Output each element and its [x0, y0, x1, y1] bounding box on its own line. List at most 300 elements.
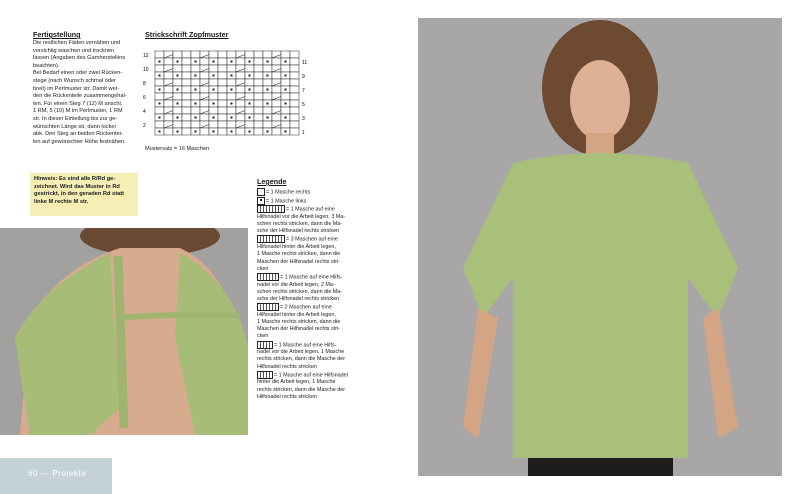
- hint-line: gestrickt, in den geraden Rd statt: [34, 191, 125, 198]
- chart-cell: [218, 121, 227, 128]
- chart-cell: [290, 128, 299, 135]
- chart-cell: [245, 121, 254, 128]
- purl-mark: [159, 117, 161, 119]
- legend-line: [257, 371, 367, 380]
- knitting-chart: [143, 49, 313, 139]
- row-number-left: 10: [143, 67, 149, 73]
- model-photo-illustration: [418, 18, 782, 476]
- purl-mark: [285, 117, 287, 119]
- purl-mark: [195, 89, 197, 91]
- chart-cell: [254, 100, 263, 107]
- purl-mark: [267, 103, 269, 105]
- back-photo: [0, 228, 248, 435]
- chart-cell: [218, 93, 227, 100]
- purl-mark: [249, 103, 251, 105]
- purl-mark: [177, 89, 179, 91]
- chart-cell: [191, 51, 200, 58]
- purl-mark: [159, 89, 161, 91]
- chart-cell: [263, 121, 272, 128]
- chart-cell: [254, 86, 263, 93]
- finishing-line: str. In dieser Einteilung bis zur ge-: [33, 115, 118, 122]
- purl-mark: [159, 103, 161, 105]
- chart-cell: [209, 65, 218, 72]
- chart-cell: [290, 86, 299, 93]
- legend-text: hinter die Arbeit legen, 1 Masche: [257, 379, 336, 386]
- legend-line: [257, 319, 367, 326]
- chart-cell: [164, 107, 173, 114]
- chart-cell: [200, 86, 209, 93]
- purl-mark: [285, 61, 287, 63]
- legend-text: Hilfsnadel rechts stricken: [257, 393, 317, 400]
- legend-line: [257, 349, 367, 356]
- legend-text: = 1 Masche links: [266, 198, 307, 205]
- legend-line: [257, 188, 367, 197]
- legend-line: [257, 259, 367, 266]
- chart-cell: [254, 121, 263, 128]
- purl-mark: [159, 131, 161, 133]
- legend-text: Hilfsnadel hinter die Arbeit legen,: [257, 244, 336, 251]
- chart-cell: [272, 128, 281, 135]
- purl-mark: [267, 117, 269, 119]
- chart-cell: [236, 93, 245, 100]
- chart-cell: [200, 65, 209, 72]
- chart-cell: [281, 65, 290, 72]
- chart-cell: [164, 93, 173, 100]
- legend-text: sche der Hilfsnadel rechts stricken: [257, 228, 340, 235]
- chart-cell: [236, 65, 245, 72]
- chart-cell: [263, 51, 272, 58]
- finishing-line: Die restlichen Fäden vernähen und: [33, 40, 121, 46]
- chart-cell: [155, 79, 164, 86]
- legend-line: [257, 197, 367, 206]
- chart-cell: [218, 114, 227, 121]
- hint-box: [30, 173, 138, 216]
- purl-mark: [285, 89, 287, 91]
- chart-cell: [209, 93, 218, 100]
- chart-cell: [281, 93, 290, 100]
- chart-cell: [164, 72, 173, 79]
- chart-cell: [290, 72, 299, 79]
- finishing-line: breit) im Perlmuster str. Damit wer-: [33, 85, 120, 92]
- chart-cell: [254, 72, 263, 79]
- chart-cell: [236, 58, 245, 65]
- legend-line: [257, 214, 367, 221]
- chart-cell: [182, 86, 191, 93]
- purl-mark: [213, 103, 215, 105]
- chart-cell: [218, 107, 227, 114]
- chart-cell: [227, 79, 236, 86]
- row-number-left: 2: [143, 123, 146, 129]
- hint-line: zeichnet. Wird das Muster in Rd: [34, 183, 120, 190]
- hint-line: Hinweis: Es sind alle R/Rd ge-: [34, 176, 116, 182]
- purl-mark: [285, 75, 287, 77]
- finishing-line: wünschten Länge str, dann locker: [33, 123, 117, 130]
- chart-cell: [245, 107, 254, 114]
- chart-cell: [182, 114, 191, 121]
- purl-mark: [267, 131, 269, 133]
- chart-cell: [182, 100, 191, 107]
- legend-symbol-icon: [257, 303, 279, 311]
- chart-cell: [290, 65, 299, 72]
- legend-text: schen rechts stricken, dann die Ma-: [257, 288, 343, 295]
- legend-line: [257, 221, 367, 228]
- chart-cell: [218, 65, 227, 72]
- chart-cell: [281, 79, 290, 86]
- chart-cell: [290, 79, 299, 86]
- chart-cell: [236, 100, 245, 107]
- chart-cell: [182, 58, 191, 65]
- chart-cell: [182, 79, 191, 86]
- page-footer: [0, 458, 112, 494]
- chart-cell: [209, 107, 218, 114]
- purl-mark: [231, 117, 233, 119]
- chart-cell: [263, 93, 272, 100]
- legend-text: Maschen der Hilfsnadel rechts stri-: [257, 258, 340, 265]
- chart-cell: [209, 51, 218, 58]
- chart-cell: [200, 79, 209, 86]
- legend-text: nadel vor die Arbeit legen, 2 Ma-: [257, 281, 335, 288]
- chart-cell: [254, 58, 263, 65]
- finishing-line: lassen (Angaben des Garnherstellers: [33, 55, 126, 62]
- chart-cell: [218, 51, 227, 58]
- chart-cell: [173, 121, 182, 128]
- legend-line: [257, 341, 367, 350]
- chart-cell: [173, 93, 182, 100]
- finishing-line: stege (nach Wunsch schmal oder: [33, 77, 116, 84]
- chart-cell: [236, 86, 245, 93]
- row-number-left: 8: [143, 81, 146, 87]
- legend-text: = 1 Masche auf eine Hilfsnadel: [274, 372, 348, 379]
- chart-cell: [191, 93, 200, 100]
- chart-heading: Strickschrift Zopfmuster: [145, 30, 229, 39]
- model-photo: [418, 18, 782, 476]
- legend-text: rechts stricken, dann die Masche der: [257, 386, 346, 393]
- row-number-right: 3: [302, 116, 305, 122]
- purl-mark: [177, 103, 179, 105]
- chart-cell: [290, 58, 299, 65]
- chart-cell: [164, 51, 173, 58]
- chart-cell: [263, 65, 272, 72]
- legend-line: [257, 303, 367, 312]
- chart-cell: [281, 107, 290, 114]
- purl-mark: [195, 117, 197, 119]
- chart-cell: [227, 51, 236, 58]
- purl-mark: [231, 131, 233, 133]
- legend-text: 1 Masche rechts stricken, dann die: [257, 251, 341, 258]
- chart-cell: [155, 93, 164, 100]
- chart-cell: [182, 51, 191, 58]
- chart-cell: [155, 65, 164, 72]
- hint-line: linke M rechte M str.: [34, 198, 89, 205]
- purl-mark: [177, 61, 179, 63]
- purl-mark: [285, 103, 287, 105]
- purl-mark: [213, 131, 215, 133]
- legend-line: [257, 251, 367, 258]
- chart-cell: [218, 128, 227, 135]
- finishing-line: ten. Für einen Steg 7 (12) M anschl.: [33, 100, 123, 107]
- page-label: 60 — Projekte: [28, 469, 87, 478]
- purl-mark: [159, 75, 161, 77]
- chart-cell: [182, 65, 191, 72]
- legend-text: sche der Hilfsnadel rechts stricken: [257, 295, 340, 302]
- chart-cell: [182, 107, 191, 114]
- purl-mark: [231, 61, 233, 63]
- chart-caption: Mustersatz = 16 Maschen: [145, 146, 210, 152]
- chart-cell: [191, 107, 200, 114]
- legend-line: [257, 379, 367, 386]
- legend-text: Hilfsnadel hinter die Arbeit legen,: [257, 311, 336, 318]
- chart-cell: [272, 114, 281, 121]
- chart-cell: [236, 121, 245, 128]
- legend-symbol-icon: [257, 341, 273, 349]
- legend-line: [257, 312, 367, 319]
- chart-cell: [191, 79, 200, 86]
- chart-cell: [254, 93, 263, 100]
- purl-mark: [231, 75, 233, 77]
- finishing-line: len auf gewünschter Höhe festnähen.: [33, 138, 126, 145]
- chart-cell: [272, 65, 281, 72]
- chart-cell: [173, 79, 182, 86]
- row-number-right: 11: [302, 60, 308, 66]
- purl-mark: [285, 131, 287, 133]
- chart-cell: [164, 114, 173, 121]
- chart-cell: [245, 65, 254, 72]
- chart-cell: [200, 114, 209, 121]
- chart-cell: [155, 121, 164, 128]
- chart-cell: [245, 79, 254, 86]
- chart-cell: [272, 51, 281, 58]
- chart-cell: [227, 107, 236, 114]
- chart-cell: [272, 79, 281, 86]
- row-number-right: 9: [302, 74, 305, 80]
- legend-heading: Legende: [257, 177, 287, 186]
- finishing-heading: Fertigstellung: [33, 30, 81, 39]
- chart-cell: [164, 79, 173, 86]
- row-number-left: 4: [143, 109, 146, 115]
- legend-line: [257, 205, 367, 214]
- chart-cell: [164, 121, 173, 128]
- purl-mark: [249, 75, 251, 77]
- chart-cell: [227, 65, 236, 72]
- purl-mark: [177, 75, 179, 77]
- row-number-left: 12: [143, 53, 149, 59]
- legend-text: = 1 Masche rechts: [266, 189, 311, 196]
- chart-cell: [155, 51, 164, 58]
- purl-mark: [231, 103, 233, 105]
- chart-cell: [236, 114, 245, 121]
- chart-cell: [272, 100, 281, 107]
- row-number-right: 1: [302, 130, 305, 136]
- chart-cell: [272, 86, 281, 93]
- chart-cell: [227, 121, 236, 128]
- chart-cell: [227, 93, 236, 100]
- purl-mark: [213, 61, 215, 63]
- legend-text: = 3 Maschen auf eine: [286, 236, 338, 243]
- legend-line: [257, 282, 367, 289]
- chart-cell: [191, 65, 200, 72]
- legend-text: cken: [257, 333, 269, 340]
- chart-cell: [281, 121, 290, 128]
- chart-cell: [236, 79, 245, 86]
- chart-cell: [164, 100, 173, 107]
- chart-cell: [200, 51, 209, 58]
- purl-mark: [249, 61, 251, 63]
- chart-cell: [254, 107, 263, 114]
- chart-cell: [182, 93, 191, 100]
- chart-cell: [263, 107, 272, 114]
- legend-text: rechts stricken, dann die Masche der: [257, 356, 346, 363]
- chart-cell: [236, 128, 245, 135]
- chart-cell: [200, 107, 209, 114]
- chart-cell: [254, 128, 263, 135]
- chart-cell: [164, 58, 173, 65]
- legend-line: [257, 235, 367, 244]
- chart-cell: [236, 51, 245, 58]
- chart-cell: [254, 79, 263, 86]
- purl-mark: [213, 75, 215, 77]
- legend-symbol-icon: [257, 188, 265, 196]
- chart-cell: [218, 86, 227, 93]
- row-number-right: 7: [302, 88, 305, 94]
- legend-text: cken: [257, 265, 269, 272]
- chart-cell: [200, 58, 209, 65]
- chart-cell: [182, 72, 191, 79]
- finishing-line: abk. Den Steg an beiden Rückentei-: [33, 131, 123, 138]
- legend-line: [257, 273, 367, 282]
- chart-cell: [218, 58, 227, 65]
- chart-cell: [200, 121, 209, 128]
- legend-line: [257, 326, 367, 333]
- legend-text: Hilfsnadel vor die Arbeit legen, 3 Ma-: [257, 213, 346, 220]
- legend-line: [257, 296, 367, 303]
- chart-cell: [290, 107, 299, 114]
- legend-line: [257, 364, 367, 371]
- chart-cell: [272, 58, 281, 65]
- chart-cell: [290, 114, 299, 121]
- chart-cell: [236, 107, 245, 114]
- back-photo-illustration: [0, 228, 248, 435]
- chart-cell: [290, 121, 299, 128]
- chart-cell: [200, 100, 209, 107]
- legend-line: [257, 266, 367, 273]
- legend-line: [257, 244, 367, 251]
- chart-cell: [200, 72, 209, 79]
- chart-cell: [218, 72, 227, 79]
- legend-text: Hilfsnadel rechts stricken: [257, 363, 317, 370]
- chart-grid: [143, 49, 313, 139]
- purl-mark: [231, 89, 233, 91]
- chart-cell: [218, 79, 227, 86]
- finishing-line: 1 RM, 5 (10) M im Perlmuster, 1 RM: [33, 108, 123, 115]
- legend-text: = 1 Masche auf eine Hilfs-: [280, 274, 343, 281]
- row-number-right: 5: [302, 102, 305, 108]
- chart-cell: [200, 93, 209, 100]
- chart-cell: [272, 93, 281, 100]
- purl-mark: [249, 117, 251, 119]
- chart-cell: [236, 72, 245, 79]
- purl-mark: [249, 89, 251, 91]
- purl-mark: [177, 131, 179, 133]
- legend-text: nadel vor die Arbeit legen, 1 Masche: [257, 349, 345, 356]
- purl-mark: [249, 131, 251, 133]
- legend-text: = 1 Masche auf eine Hilfs-: [274, 342, 337, 349]
- chart-cell: [173, 107, 182, 114]
- chart-cell: [173, 65, 182, 72]
- chart-cell: [191, 121, 200, 128]
- chart-cell: [200, 128, 209, 135]
- chart-cell: [254, 51, 263, 58]
- purl-mark: [177, 117, 179, 119]
- purl-mark: [195, 103, 197, 105]
- chart-cell: [245, 93, 254, 100]
- purl-mark: [195, 131, 197, 133]
- chart-cell: [164, 65, 173, 72]
- legend-text: = 1 Masche auf eine: [286, 206, 335, 213]
- purl-mark: [213, 117, 215, 119]
- chart-cell: [173, 51, 182, 58]
- purl-mark: [159, 61, 161, 63]
- legend-symbol-icon: [257, 371, 273, 379]
- chart-cell: [272, 107, 281, 114]
- legend-symbol-icon: [257, 205, 285, 213]
- chart-cell: [164, 128, 173, 135]
- legend-symbol-icon: [257, 273, 279, 281]
- row-number-left: 6: [143, 95, 146, 101]
- finishing-line: vorsichtig waschen und trocknen: [33, 47, 115, 54]
- chart-cell: [254, 65, 263, 72]
- chart-cell: [182, 128, 191, 135]
- purl-mark: [195, 75, 197, 77]
- chart-cell: [164, 86, 173, 93]
- legend-symbol-icon: [257, 235, 285, 243]
- legend-text: schen rechts stricken, dann die Ma-: [257, 221, 343, 228]
- chart-cell: [290, 93, 299, 100]
- chart-cell: [245, 51, 254, 58]
- purl-mark: [267, 75, 269, 77]
- chart-cell: [182, 121, 191, 128]
- purl-mark: [213, 89, 215, 91]
- chart-cell: [209, 79, 218, 86]
- legend-line: [257, 333, 367, 340]
- chart-cell: [290, 100, 299, 107]
- legend-symbol-icon: [257, 197, 265, 205]
- finishing-line: Bei Bedarf einen oder zwei Rücken-: [33, 70, 123, 77]
- finishing-line: beachten).: [33, 62, 60, 69]
- chart-cell: [272, 72, 281, 79]
- legend-line: [257, 394, 367, 401]
- chart-cell: [218, 100, 227, 107]
- chart-cell: [272, 121, 281, 128]
- legend-line: [257, 228, 367, 235]
- chart-cell: [263, 79, 272, 86]
- legend-text: = 2 Maschen auf eine: [280, 304, 332, 311]
- purl-mark: [267, 89, 269, 91]
- finishing-line: den die Rückenteile zusammengehal-: [33, 93, 127, 100]
- purl-mark: [195, 61, 197, 63]
- chart-cell: [155, 107, 164, 114]
- chart-cell: [281, 51, 290, 58]
- legend-line: [257, 387, 367, 394]
- legend-list: [257, 188, 367, 401]
- chart-cell: [209, 121, 218, 128]
- chart-cell: [290, 51, 299, 58]
- finishing-text: [33, 40, 145, 146]
- legend-text: 1 Masche rechts stricken, dann die: [257, 318, 341, 325]
- chart-cell: [254, 114, 263, 121]
- legend-line: [257, 289, 367, 296]
- legend-text: Maschen der Hilfsnadel rechts stri-: [257, 326, 340, 333]
- purl-mark: [267, 61, 269, 63]
